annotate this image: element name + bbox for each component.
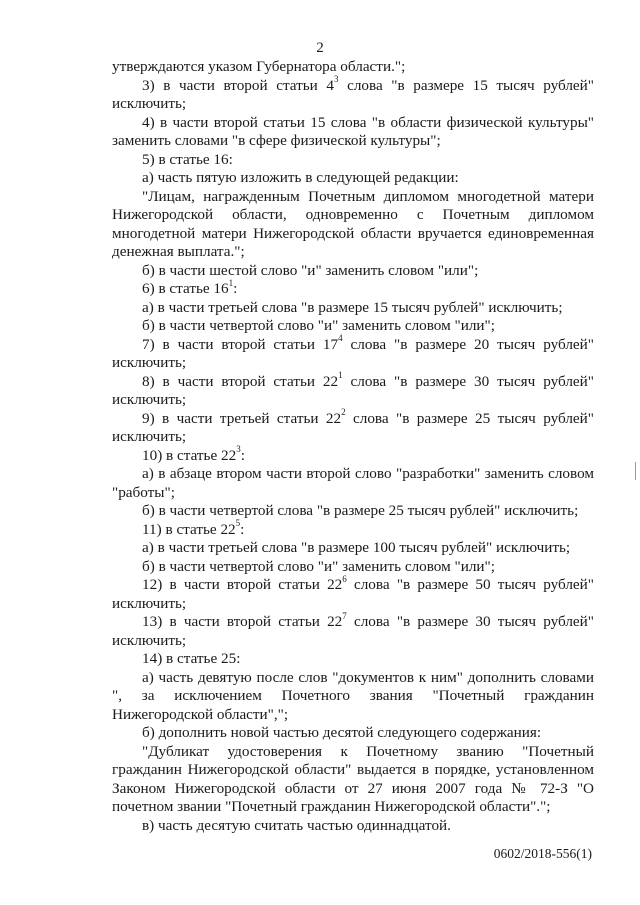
superscript: 1 xyxy=(338,370,343,381)
paragraph-item-12: 12) в части второй статьи $22^6$ слова "в размере 50 тысяч рублей" исключить; xyxy=(112,573,595,612)
superscript: 6 xyxy=(342,573,347,584)
document-code: 0602/2018-556(1) xyxy=(493,846,592,861)
paragraph-item-11: 11) в статье $22^5$: xyxy=(142,518,245,538)
superscript: 2 xyxy=(341,407,346,418)
paragraph-item-14a: а) часть девятую после слов "документов к ним" дополнить словами ", за исключением Почетного звания "Почетный гражданин Нижегородской области","; xyxy=(112,668,594,723)
paragraph-item-8: 8) в части второй статьи $22^1$ слова "в размере 30 тысяч рублей" исключить; xyxy=(112,370,594,408)
paragraph-item-6: 6) в статье $16^1$: xyxy=(142,277,238,297)
paragraph-item-6a: а) в части третьей слова "в размере 15 тысяч рублей" исключить; xyxy=(142,298,563,316)
scan-margin-mark xyxy=(635,462,636,480)
page-number: 2 xyxy=(316,40,324,56)
paragraph-item-11a: а) в части третьей слова "в размере 100 тысяч рублей" исключить; xyxy=(142,539,571,556)
paragraph-item-11b: б) в части четвертой слово "и" заменить словом "или"; xyxy=(142,557,495,575)
paragraph-item-10a: а) в абзаце втором части второй слово "разработки" заменить словом "работы"; xyxy=(112,465,594,501)
paragraph-item-14: 14) в статье 25: xyxy=(142,650,241,667)
superscript: 7 xyxy=(342,610,347,621)
paragraph-item-3: 3) в части второй статьи $4^3$ слова "в размере 15 тысяч рублей" исключить; xyxy=(112,74,594,112)
paragraph-continuation: утверждаются указом Губернатора области."; xyxy=(112,58,406,75)
paragraph-item-10: 10) в статье $22^3$: xyxy=(142,444,245,464)
superscript: 3 xyxy=(333,74,339,85)
paragraph-quote-duplicate: "Дубликат удостоверения к Почетному званию "Почетный гражданин Нижегородской области" выдается в порядке, установленном Законом Нижегородской области от 27 июня 2007 года № 72-З "О почетном звании "Почетный гражданин Нижегородской области"."; xyxy=(112,742,594,815)
superscript: 5 xyxy=(235,518,241,529)
superscript: 1 xyxy=(228,277,234,288)
paragraph-item-5a: а) часть пятую изложить в следующей редакции: xyxy=(142,169,459,186)
document-body xyxy=(112,58,594,835)
paragraph-item-4: 4) в части второй статьи 15 слова "в области физической культуры" заменить словами "в сфере физической культуры"; xyxy=(112,113,594,149)
paragraph-item-13: 13) в части второй статьи $22^7$ слова "в размере 30 тысяч рублей" исключить; xyxy=(112,610,595,649)
paragraph-item-5: 5) в статье 16: xyxy=(142,150,233,168)
paragraph-item-7: 7) в части второй статьи $17^4$ слова "в размере 20 тысяч рублей" исключить; xyxy=(112,333,594,371)
paragraph-item-14c: в) часть десятую считать частью одиннадцатой. xyxy=(142,816,451,834)
superscript: 3 xyxy=(236,444,241,455)
paragraph-item-9: 9) в части третьей статьи $22^2$ слова "в размере 25 тысяч рублей" исключить; xyxy=(112,407,594,445)
paragraph-item-14b: б) дополнить новой частью десятой следующего содержания: xyxy=(142,724,542,741)
paragraph-item-10b: б) в части четвертой слова "в размере 25 тысяч рублей" исключить; xyxy=(142,502,579,519)
paragraph-quote: "Лицам, награжденным Почетным дипломом многодетной матери Нижегородской области, одновременно с Почетным дипломом многодетной матери Нижегородской области вручается единовременная денежная выплата."; xyxy=(112,187,594,260)
paragraph-item-5b: б) в части шестой слово "и" заменить словом "или"; xyxy=(142,261,479,279)
paragraph-item-6b: б) в части четвертой слово "и" заменить словом "или"; xyxy=(142,317,495,334)
superscript: 4 xyxy=(338,333,343,344)
